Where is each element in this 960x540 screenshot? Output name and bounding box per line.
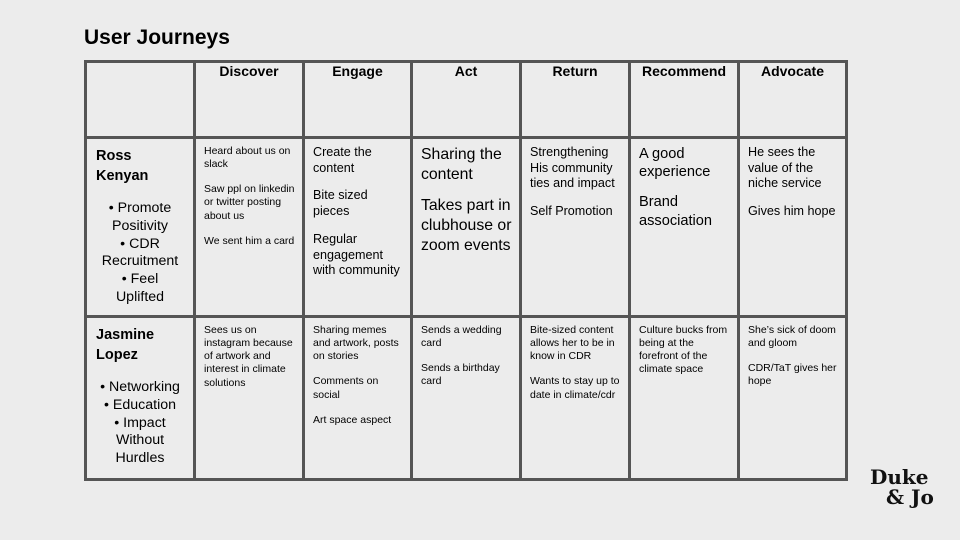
stage-cell-recommend: [630, 138, 739, 317]
stage-cell-content: [305, 139, 410, 283]
persona-trait-line: Without: [115, 432, 165, 449]
stage-note: Takes part in clubhouse or zoom events: [421, 197, 512, 254]
stage-note: Self Promotion: [530, 204, 613, 219]
stage-cell-content: [522, 139, 628, 224]
stage-note: Heard about us on slack: [204, 145, 291, 171]
stage-cell-content: [305, 318, 410, 431]
stage-cell-content: [740, 139, 845, 224]
header-cell-discover: Discover: [195, 62, 304, 138]
stage-cell-act: [412, 317, 521, 480]
header-cell-engage: Engage: [304, 62, 412, 138]
stage-cell-content: [631, 318, 737, 381]
stage-note: Sends a wedding card: [421, 324, 502, 350]
stage-cell-discover: [195, 138, 304, 317]
stage-cell-return: [521, 317, 630, 480]
header-cell-corner: [86, 62, 195, 138]
stage-note: Culture bucks from being at the forefront of the climate space: [639, 324, 728, 376]
stage-cell-advocate: [739, 138, 847, 317]
stage-note: Sharing memes and artwork, posts on stories: [313, 324, 399, 363]
persona-cell: [86, 138, 195, 317]
stage-note: Strengthening His community ties and impact: [530, 145, 615, 191]
persona-trait-line: Recruitment: [101, 253, 179, 270]
stage-cell-content: [413, 139, 519, 260]
stage-note: Comments on social: [313, 375, 379, 401]
stage-note: Sees us on instagram because of artwork and interest in climate solutions: [204, 324, 293, 389]
persona-trait-line: Hurdles: [115, 450, 165, 467]
stage-note: Art space aspect: [313, 413, 392, 426]
stage-note: Bite-sized content allows her to be in know in CDR: [530, 324, 615, 363]
persona-traits: [87, 200, 193, 307]
stage-cell-advocate: [739, 317, 847, 480]
stage-note: Saw ppl on linkedin or twitter posting about us: [204, 183, 295, 222]
stage-note: Gives him hope: [748, 204, 836, 219]
user-journey-table: [84, 60, 848, 481]
stage-cell-content: [740, 318, 845, 393]
header-cell-advocate: Advocate: [739, 62, 847, 138]
persona-row-jasmine: [86, 317, 847, 480]
persona-trait-line: • Education: [103, 396, 176, 413]
header-cell-recommend: Recommend: [630, 62, 739, 138]
persona-traits: [87, 379, 193, 468]
stage-note: Sends a birthday card: [421, 362, 500, 388]
stage-note: Bite sized pieces: [313, 188, 368, 219]
stage-note: He sees the value of the niche service: [748, 145, 822, 191]
header-cell-act: Act: [412, 62, 521, 138]
persona-trait-line: Positivity: [112, 217, 168, 234]
duke-and-jo-logo: [870, 467, 934, 507]
stage-cell-act: [412, 138, 521, 317]
persona-trait-line: • Impact: [114, 414, 166, 431]
stage-cell-content: [631, 139, 737, 234]
header-row: [86, 62, 847, 138]
stage-cell-recommend: [630, 317, 739, 480]
stage-note: A good experience: [639, 146, 711, 181]
persona-row-ross: [86, 138, 847, 317]
stage-note: Brand association: [639, 194, 713, 229]
persona-name: Ross Kenyan: [96, 148, 149, 184]
stage-cell-content: [196, 318, 302, 394]
persona-name: Jasmine Lopez: [96, 327, 155, 363]
stage-note: Create the content: [313, 145, 372, 175]
stage-note: She’s sick of doom and gloom: [748, 324, 836, 350]
logo-line-2: & Jo: [886, 485, 934, 509]
stage-cell-content: [196, 139, 302, 252]
stage-cell-content: [522, 318, 628, 406]
stage-cell-return: [521, 138, 630, 317]
stage-cell-discover: [195, 317, 304, 480]
stage-note: Regular engagement with community: [313, 231, 400, 278]
persona-trait-line: • Promote: [108, 200, 172, 217]
persona-trait-line: Uplifted: [115, 288, 165, 305]
stage-note: We sent him a card: [204, 234, 295, 247]
stage-cell-engage: [304, 317, 412, 480]
header-cell-return: Return: [521, 62, 630, 138]
stage-note: Wants to stay up to date in climate/cdr: [530, 375, 620, 401]
stage-cell-engage: [304, 138, 412, 317]
stage-cell-content: [413, 318, 519, 393]
page-title: User Journeys: [84, 26, 230, 49]
logo-line-1: Duke: [870, 465, 929, 489]
persona-trait-line: • Networking: [100, 379, 180, 396]
persona-cell: [86, 317, 195, 480]
stage-note: CDR/TaT gives her hope: [748, 362, 837, 388]
persona-trait-line: • CDR: [120, 235, 160, 252]
stage-note: Sharing the content: [421, 146, 502, 183]
persona-trait-line: • Feel: [121, 271, 159, 288]
